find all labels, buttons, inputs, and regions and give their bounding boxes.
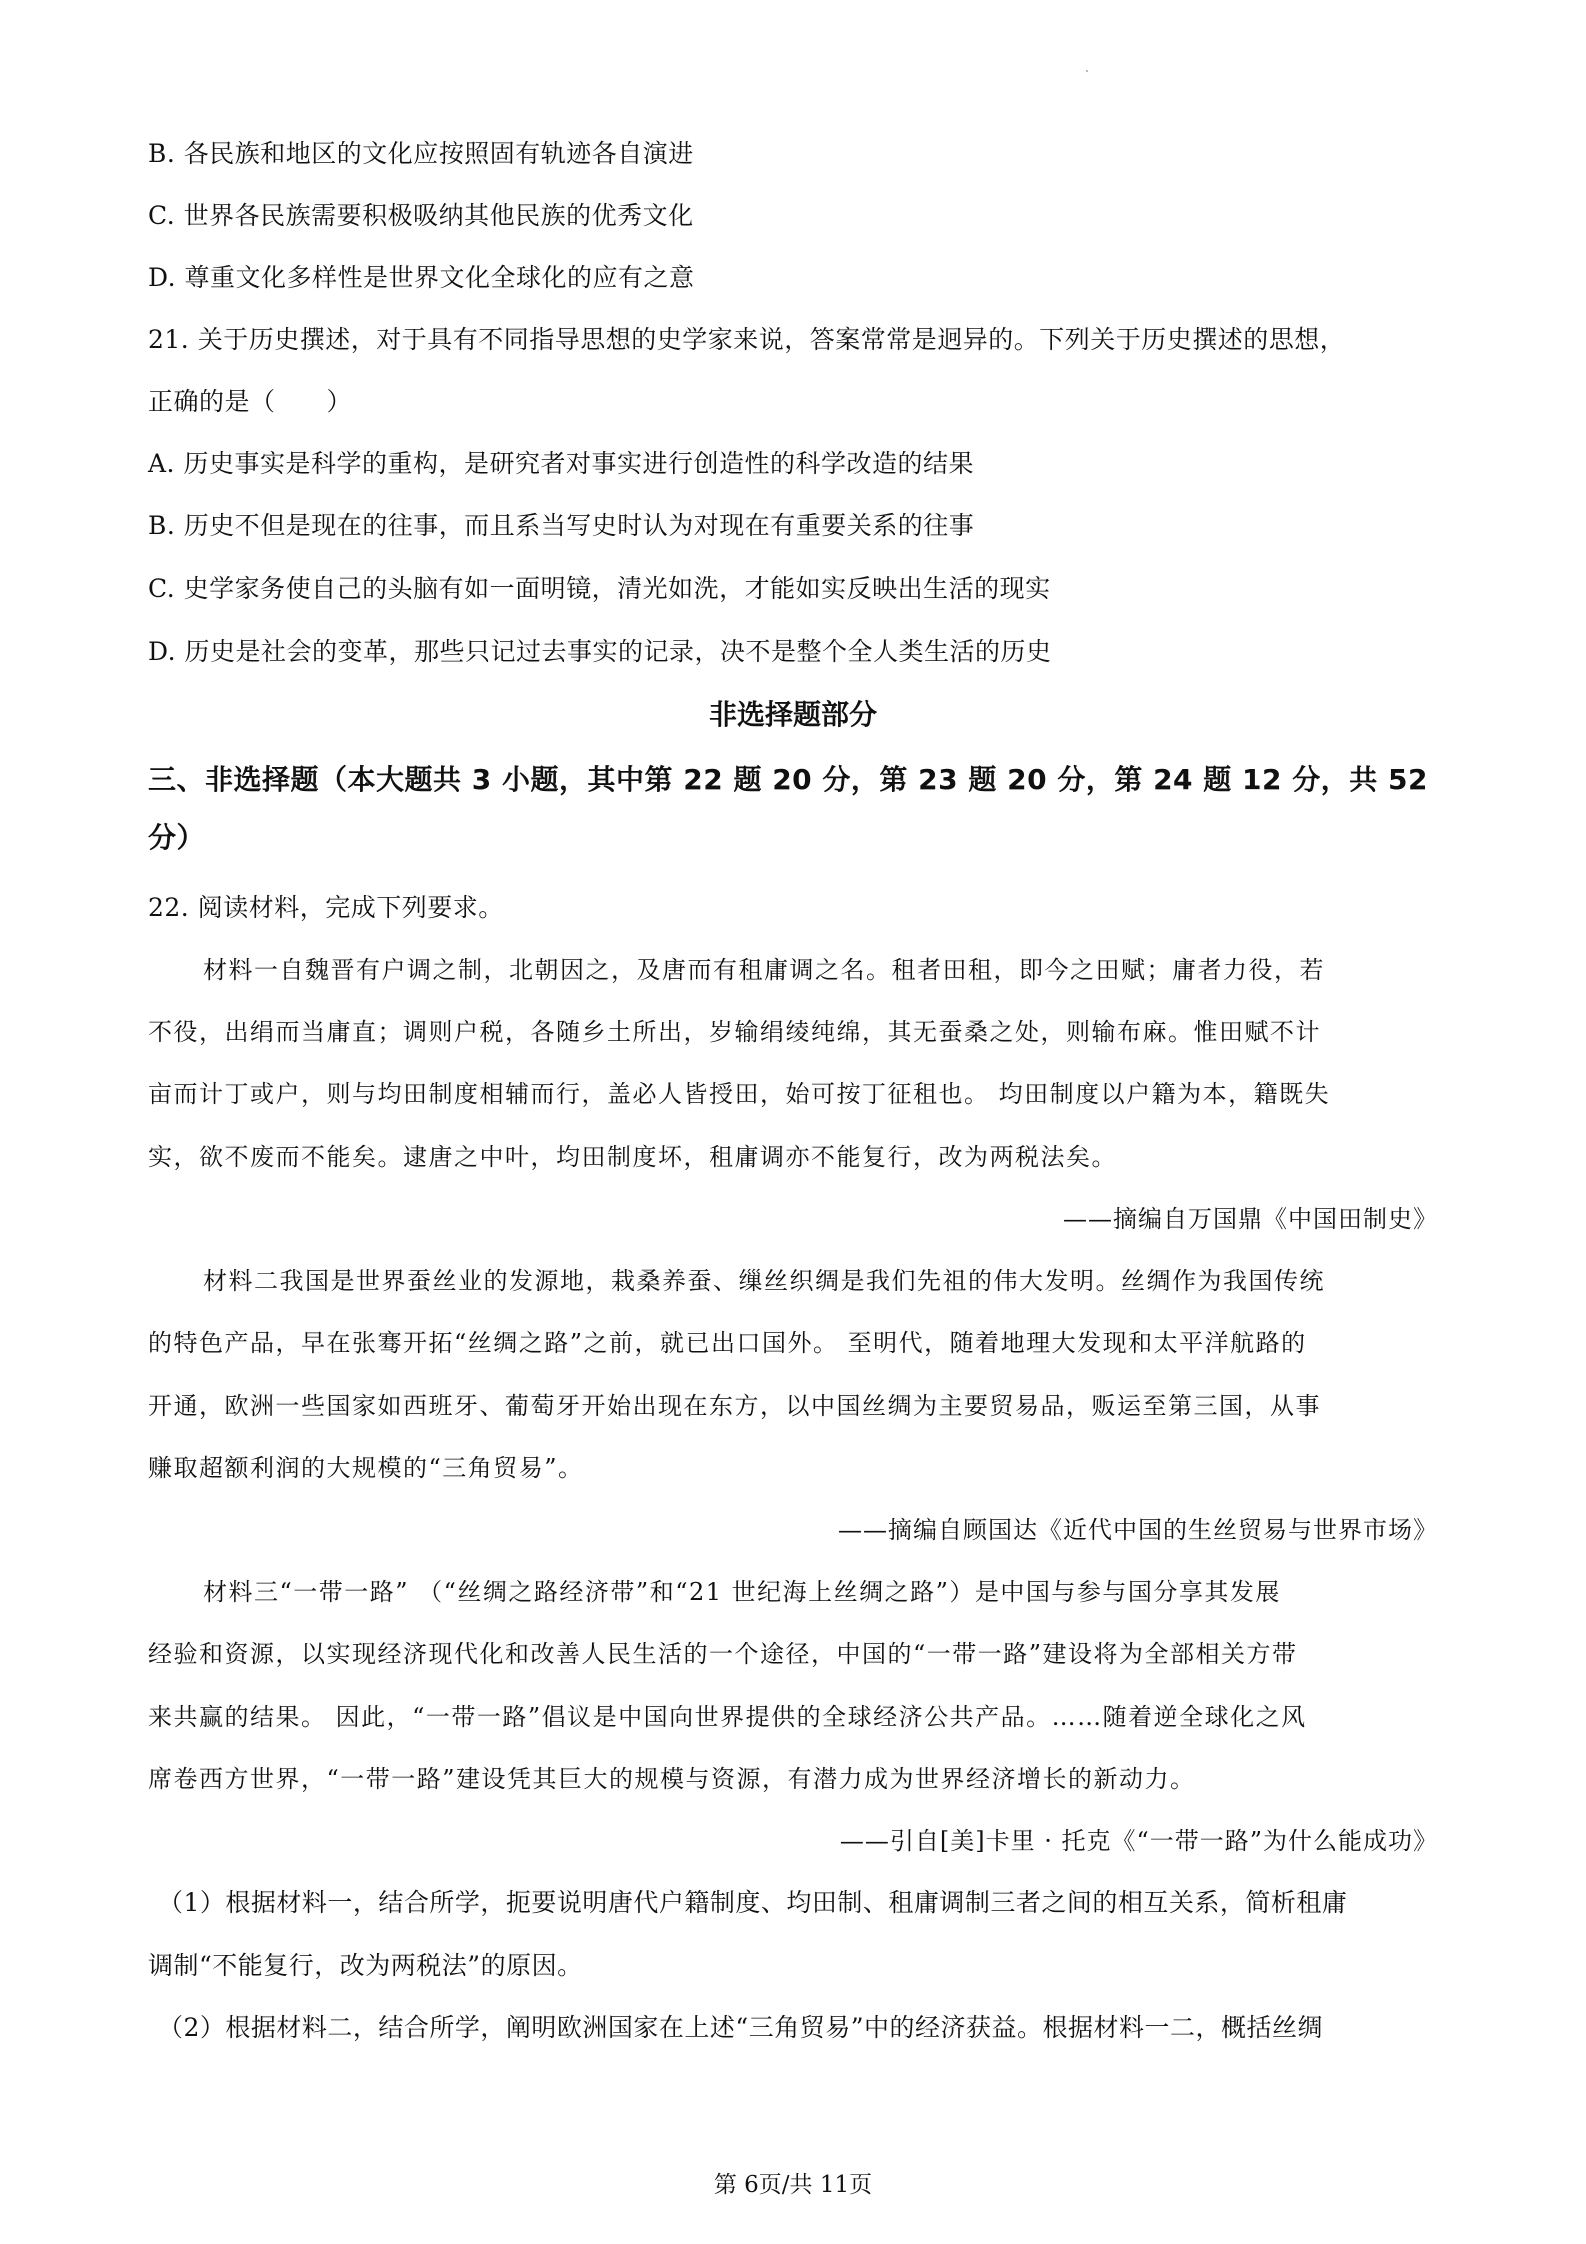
- q20-option-d: D. 尊重文化多样性是世界文化全球化的应有之意: [148, 263, 695, 292]
- q21-stem-line2: 正确的是（ ）: [148, 387, 353, 416]
- q20-option-c: C. 世界各民族需要积极吸纳其他民族的优秀文化: [148, 201, 694, 230]
- material1-line: 材料一自魏晋有户调之制，北朝因之，及唐而有租庸调之名。租者田租，即今之田赋；庸者力役，若: [203, 956, 1325, 984]
- q22-sub2-line1: （2）根据材料二，结合所学，阐明欧洲国家在上述“三角贸易”中的经济获益。根据材料一二，概括丝绸: [158, 2013, 1323, 2042]
- q21-option-b: B. 历史不但是现在的往事，而且系当写史时认为对现在有重要关系的往事: [148, 511, 975, 540]
- material1-line: 亩而计丁或户，则与均田制度相辅而行，盖必人皆授田，始可按丁征租也。 均田制度以户籍为本，籍既失: [148, 1080, 1331, 1108]
- material3-line: 经验和资源，以实现经济现代化和改善人民生活的一个途径，中国的“一带一路”建设将为全部相关方带: [148, 1640, 1298, 1668]
- q22-sub1-line2: 调制“不能复行，改为两税法”的原因。: [148, 1951, 583, 1980]
- material1-source: ——摘编自万国鼎《中国田制史》: [1063, 1205, 1438, 1233]
- material2-line: 的特色产品，早在张骞开拓“丝绸之路”之前，就已出口国外。 至明代，随着地理大发现和太平洋航路的: [148, 1329, 1307, 1357]
- material2-line: 材料二我国是世界蚕丝业的发源地，栽桑养蚕、缫丝织绸是我们先祖的伟大发明。丝绸作为我国传统: [203, 1267, 1325, 1295]
- material3-line: 来共赢的结果。 因此，“一带一路”倡议是中国向世界提供的全球经济公共产品。……随着逆全球化之风: [148, 1703, 1307, 1731]
- q22-stem: 22. 阅读材料，完成下列要求。: [148, 893, 504, 922]
- q21-stem-line1: 21. 关于历史撰述，对于具有不同指导思想的史学家来说，答案常常是迥异的。下列关于历史撰述的思想，: [148, 325, 1346, 354]
- material3-line: 席卷西方世界，“一带一路”建设凭其巨大的规模与资源，有潜力成为世界经济增长的新动力。: [148, 1765, 1196, 1793]
- section-title: 非选择题部分: [708, 698, 877, 731]
- q22-sub1-line1: （1）根据材料一，结合所学，扼要说明唐代户籍制度、均田制、租庸调制三者之间的相互关系，简析租庸: [158, 1888, 1348, 1917]
- material1-line: 实，欲不废而不能矣。逮唐之中叶，均田制度坏，租庸调亦不能复行，改为两税法矣。: [148, 1143, 1117, 1171]
- q21-option-d: D. 历史是社会的变革，那些只记过去事实的记录，决不是整个全人类生活的历史: [148, 637, 1052, 666]
- q20-option-b: B. 各民族和地区的文化应按照固有轨迹各自演进: [148, 139, 694, 168]
- scan-speck: [1086, 70, 1088, 72]
- material2-line: 赚取超额利润的大规模的“三角贸易”。: [148, 1454, 584, 1482]
- q21-option-a: A. 历史事实是科学的重构，是研究者对事实进行创造性的科学改造的结果: [148, 449, 974, 478]
- material3-line: 材料三“一带一路” （“丝绸之路经济带”和“21 世纪海上丝绸之路”）是中国与参与国分享其发展: [203, 1578, 1281, 1606]
- page-number: 第 6页/共 11页: [713, 2172, 873, 2198]
- material2-line: 开通，欧洲一些国家如西班牙、葡萄牙开始出现在东方，以中国丝绸为主要贸易品，贩运至第三国，从事: [148, 1392, 1321, 1420]
- section-heading-line1: 三、非选择题（本大题共 3 小题，其中第 22 题 20 分，第 23 题 20 分，第 24 题 12 分，共 52: [148, 763, 1428, 796]
- material3-source: ——引自[美]卡里 · 托克《“一带一路”为什么能成功》: [839, 1827, 1438, 1855]
- material2-source: ——摘编自顾国达《近代中国的生丝贸易与世界市场》: [838, 1516, 1438, 1544]
- q21-option-c: C. 史学家务使自己的头脑有如一面明镜，清光如洗，才能如实反映出生活的现实: [148, 574, 1051, 603]
- section-heading-line2: 分）: [148, 821, 206, 854]
- material1-line: 不役，出绢而当庸直；调则户税，各随乡土所出，岁输绢绫纯绵，其无蚕桑之处，则输布麻。惟田赋不计: [148, 1018, 1321, 1046]
